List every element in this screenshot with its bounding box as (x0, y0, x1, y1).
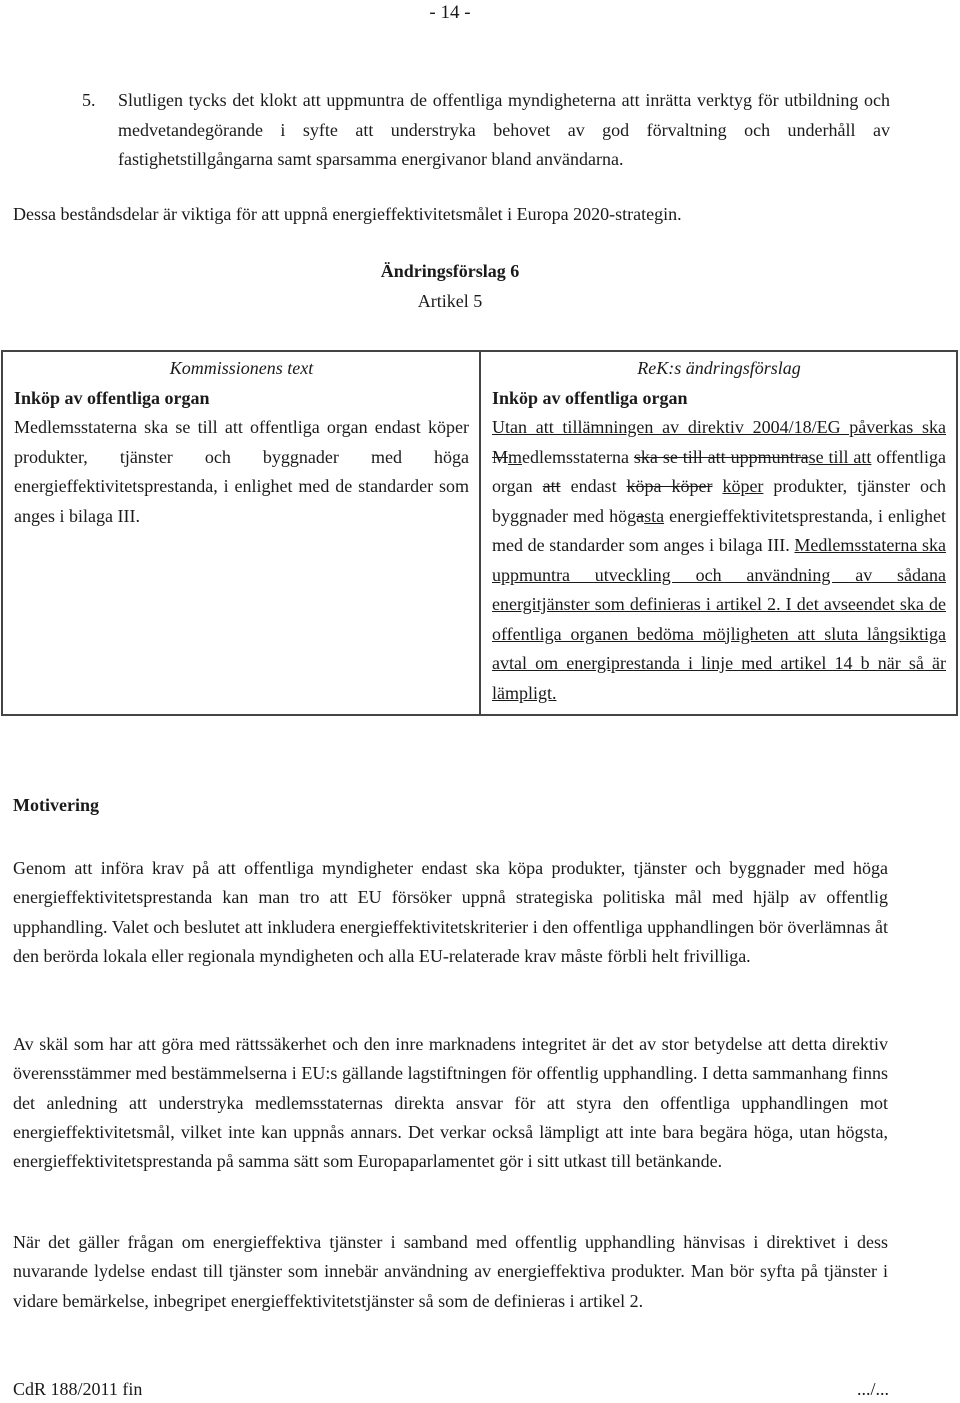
inserted-text: se till att (808, 446, 872, 467)
inserted-text: Utan att tillämningen av direktiv 2004/18/EG påverkas ska (492, 417, 946, 437)
inserted-text: Medlemsstaterna ska uppmuntra utveckling och användning av sådana energitjänster som definieras i artikel 2. I det avseendet ska de offentliga organen bedöma möjligheten att sluta långsiktiga avtal om energiprestanda i linje med artikel 14 b när så är lämpligt. (492, 535, 947, 703)
amendment-article: Artikel 5 (417, 291, 483, 311)
unchanged-text (712, 476, 722, 496)
commission-article-text: Medlemsstaterna ska se till att offentliga organ endast köper produkter, tjänster och byggnader med höga energieffektivitetsprestanda, i enlighet med de standarder som anges i bilaga III. (14, 417, 469, 526)
inserted-text: köper (722, 476, 764, 496)
unchanged-text: endast (560, 476, 627, 496)
item-text: Slutligen tycks det klokt att uppmuntra de offentliga myndigheterna att inrätta verktyg för utbildning och medvetandegörande i syfte att understryka behovet av god förvaltning och underhåll av fastighetstillgångarna samt sparsamma energivanor bland användarna. (118, 90, 890, 169)
commission-text-header: Kommissionens text (169, 358, 314, 378)
deleted-text: M (492, 446, 509, 467)
unchanged-text: edlemsstaterna (522, 446, 634, 467)
cor-amendment-cell (480, 351, 957, 715)
motivation-paragraph-1: Genom att införa krav på att offentliga myndigheter endast ska köpa produkter, tjänster och byggnader med höga energieffektivitetsprestanda kan man tro att EU försöker uppnå strategiska politiska mål med hjälp av offentlig upphandling. Valet och beslutet att inkludera energieffektivitetskriterier i den offentliga upphandlingen bör överlämnas åt den berörda lokala eller regionala myndigheten och alla EU-relaterade krav måste förbli helt frivilliga. (13, 858, 888, 966)
amendment-table (1, 350, 958, 716)
item-number: 5. (82, 90, 96, 110)
deleted-text: a (636, 505, 645, 526)
motivation-paragraph-2: Av skäl som har att göra med rättssäkerhet och den inre marknadens integritet är det av stor betydelse att detta direktiv överensstämmer med bestämmelserna i EU:s gällande lagstiftningen för offentlig upphandling. I detta sammanhang finns det anledning att understryka medlemsstaternas direkta ansvar för att styra den offentliga upphandlingen mot energieffektivitetsmål, vilket inte kan uppnås annars. Det verkar också lämpligt att inte bara begära höga, utan högsta, energieffektivitetsprestanda på samma sätt som Europaparlamentet gör i sitt utkast till betänkande. (13, 1034, 888, 1172)
commission-text-cell (2, 351, 480, 715)
motivation-heading: Motivering (13, 795, 99, 815)
document-reference: CdR 188/2011 fin (13, 1379, 143, 1399)
unchanged-text: offentliga organ (492, 446, 946, 496)
cor-article-text (492, 413, 946, 708)
amendment-row (2, 351, 957, 715)
amendment-title: Ändringsförslag 6 (380, 261, 520, 281)
commission-article-heading: Inköp av offentliga organ (14, 387, 210, 408)
page-number: - 14 - (429, 2, 471, 23)
deleted-text: att (542, 476, 561, 496)
unchanged-text: energieffektivitetsprestanda, i enlighet med de standarder som anges i bilaga III. (492, 505, 946, 555)
intro-closing-paragraph: Dessa beståndsdelar är viktiga för att uppnå energieffektivitetsmålet i Europa 2020-strategin. (13, 204, 682, 224)
continuation-mark: .../... (857, 1379, 890, 1399)
motivation-paragraph-3: När det gäller frågan om energieffektiva tjänster i samband med offentlig upphandling hänvisas i direktivet i dess nuvarande lydelse endast till tjänster som innebär användning av energieffektiva produkter. Man bör syfta på tjänster i vidare bemärkelse, inbegripet energieffektivitetstjänster så som de definieras i artikel 2. (13, 1232, 888, 1311)
deleted-text: ska se till att uppmuntra (633, 446, 809, 467)
unchanged-text: produkter, tjänster och byggnader med hög (492, 476, 947, 526)
inserted-text: m (508, 446, 523, 467)
intro-item-5 (82, 86, 890, 175)
cor-article-heading: Inköp av offentliga organ (492, 387, 688, 408)
inserted-text: sta (644, 505, 665, 526)
cor-amendment-header: ReK:s ändringsförslag (637, 358, 801, 378)
deleted-text: köpa köper (626, 476, 713, 496)
